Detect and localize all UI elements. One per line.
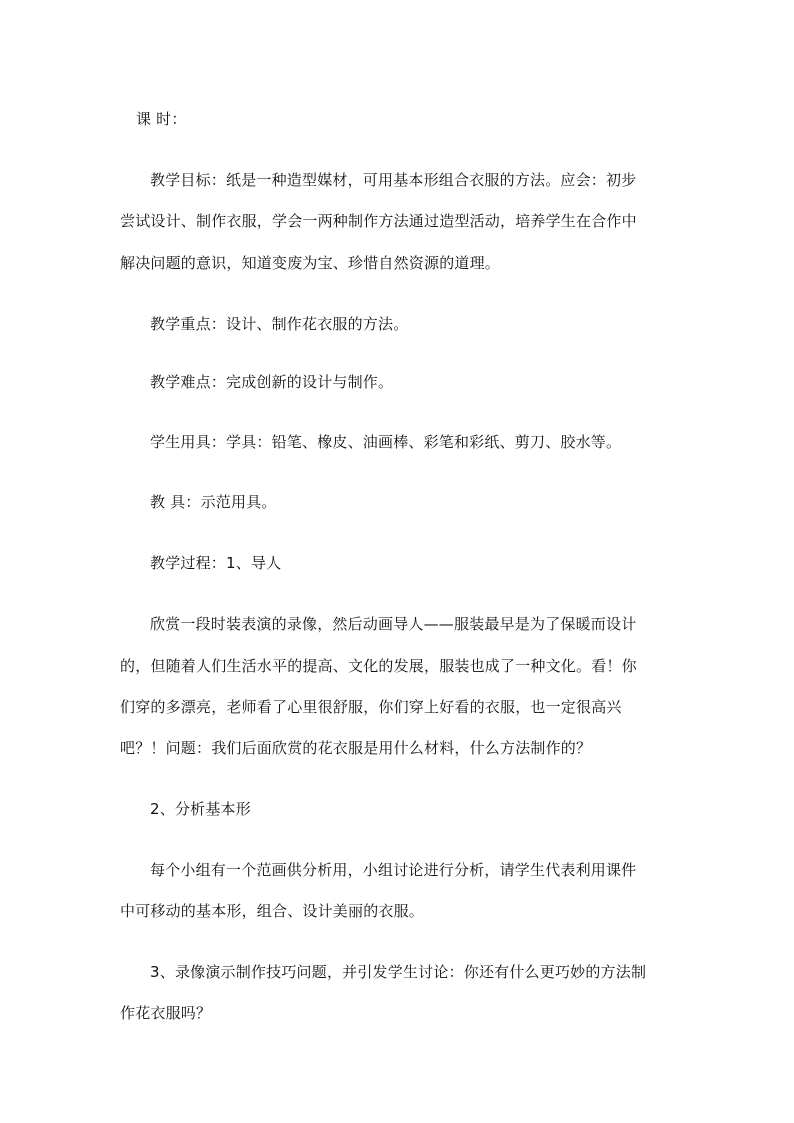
intro-paragraph-line-4: 吧？！问题：我们后面欣赏的花衣服是用什么材料，什么方法制作的？: [120, 739, 592, 757]
teaching-objective-line-3: 解决问题的意识，知道变废为宝、珍惜自然资源的道理。: [120, 254, 501, 272]
intro-paragraph-line-1: 欣赏一段时装表演的录像，然后动画导人——服装最早是为了保暖而设计: [150, 615, 637, 633]
intro-paragraph-line-3: 们穿的多漂亮，老师看了心里很舒服，你们穿上好看的衣服，也一定很高兴: [120, 698, 622, 716]
section-2-paragraph-line-1: 每个小组有一个范画供分析用，小组讨论进行分析，请学生代表利用课件: [150, 861, 637, 879]
section-3-paragraph-line-2: 作花衣服吗？: [120, 1004, 212, 1022]
teaching-process-heading: 教学过程：1、导人: [150, 554, 282, 572]
teaching-focus-line: 教学重点：设计、制作花衣服的方法。: [150, 315, 409, 333]
intro-paragraph-line-2: 的，但随着人们生活水平的提高、文化的发展，服装也成了一种文化。看！你: [120, 657, 637, 675]
section-2-paragraph-line-2: 中可移动的基本形，组合、设计美丽的衣服。: [120, 902, 425, 920]
teaching-objective-line-1: 教学目标：纸是一种造型媒材，可用基本形组合衣服的方法。应会：初步: [150, 171, 637, 189]
teaching-difficulty-line: 教学难点：完成创新的设计与制作。: [150, 373, 394, 391]
student-supplies-line: 学生用具：学具：铅笔、橡皮、油画棒、彩笔和彩纸、剪刀、胶水等。: [150, 433, 622, 451]
section-2-heading: 2、分析基本形: [150, 800, 251, 818]
teaching-aids-line: 教 具：示范用具。: [150, 493, 277, 511]
teaching-objective-line-2: 尝试设计、制作衣服，学会一两种制作方法通过造型活动，培养学生在合作中: [120, 212, 637, 230]
section-3-paragraph-line-1: 3、录像演示制作技巧问题，并引发学生讨论：你还有什么更巧妙的方法制: [150, 963, 647, 981]
class-period-line: 课 时：: [136, 110, 187, 128]
